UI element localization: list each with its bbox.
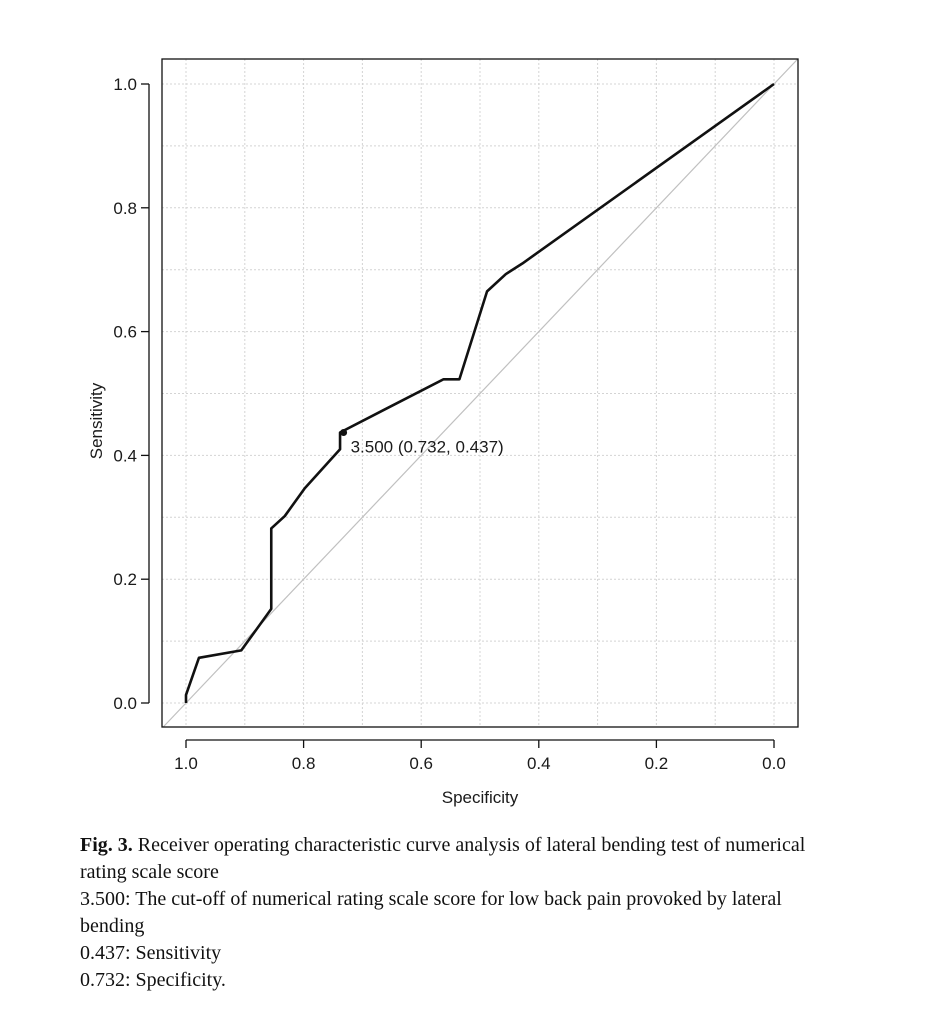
y-axis-title: Sensitivity	[87, 382, 106, 460]
y-tick-label: 1.0	[113, 75, 137, 94]
x-axis-title: Specificity	[441, 788, 519, 807]
x-axis	[174, 740, 786, 773]
x-tick-label: 0.8	[291, 754, 316, 773]
caption-line-4: 0.732: Specificity.	[80, 969, 226, 991]
figure-caption	[80, 832, 820, 994]
y-tick-label: 0.0	[113, 694, 137, 713]
figure-label: Fig. 3.	[80, 834, 133, 856]
y-axis	[113, 75, 149, 713]
y-tick-label: 0.8	[113, 198, 137, 218]
x-tick-label: 0.0	[762, 754, 786, 773]
caption-text-1: Receiver operating characteristic curve analysis of lateral bending test of numerical rating scale score	[80, 834, 806, 883]
x-tick-label: 0.6	[409, 754, 434, 773]
x-tick-label: 1.0	[174, 754, 198, 773]
caption-line-2: 3.500: The cut-off of numerical rating scale score for low back pain provoked by lateral bending	[80, 888, 782, 937]
y-tick-label: 0.2	[113, 570, 137, 590]
y-tick-label: 0.4	[113, 446, 137, 466]
x-tick-label: 0.4	[526, 754, 551, 773]
cutoff-point-label: 3.500 (0.732, 0.437)	[350, 437, 504, 457]
caption-line-3: 0.437: Sensitivity	[80, 942, 222, 964]
y-tick-label: 0.6	[113, 322, 137, 342]
caption-line-1	[80, 832, 820, 886]
x-tick-label: 0.2	[644, 754, 669, 773]
cutoff-point	[340, 429, 347, 436]
